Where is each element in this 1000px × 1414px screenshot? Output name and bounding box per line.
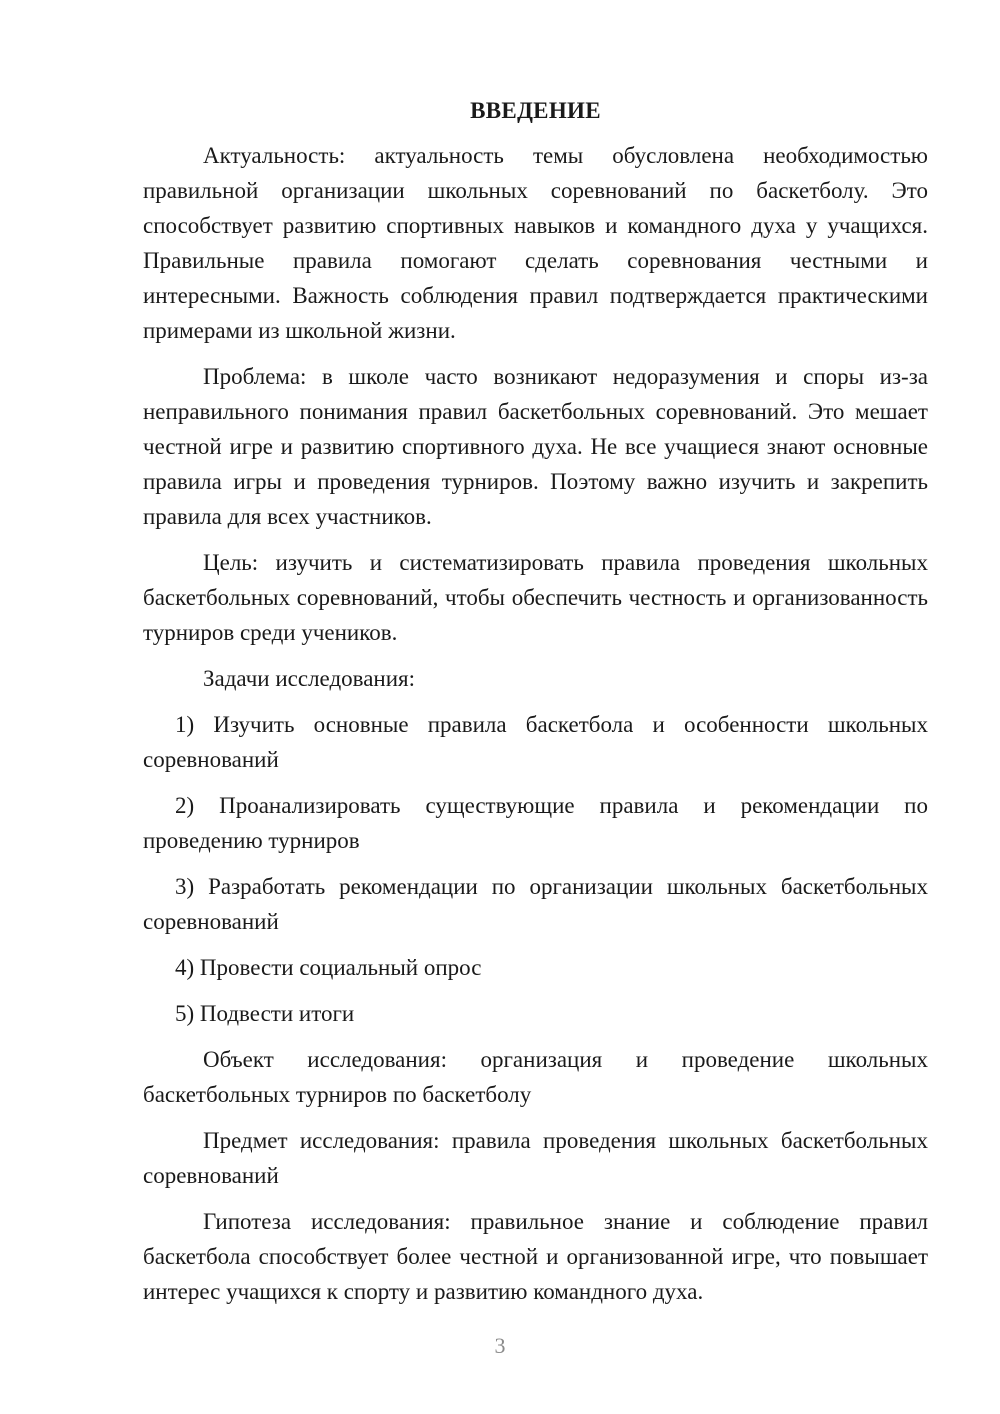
object-paragraph: Объект исследования: организация и проведение школьных баскетбольных турниров по баскетболу bbox=[143, 1047, 928, 1107]
goal-paragraph: Цель: изучить и систематизировать правила проведения школьных баскетбольных соревнований, чтобы обеспечить честность и организованность турниров среди учеников. bbox=[143, 550, 928, 645]
subject-paragraph: Предмет исследования: правила проведения школьных баскетбольных соревнований bbox=[143, 1128, 928, 1188]
task-item-4: 4) Провести социальный опрос bbox=[175, 955, 482, 980]
tasks-heading: Задачи исследования: bbox=[203, 666, 416, 691]
task-item-2: 2) Проанализировать существующие правила и рекомендации по проведению турниров bbox=[143, 793, 928, 853]
problem-paragraph: Проблема: в школе часто возникают недоразумения и споры из-за неправильного понимания правил баскетбольных соревнований. Это мешает честной игре и развитию спортивного духа. Не все учащиеся знают основные правила игры и проведения турниров. Поэтому важно изучить и закрепить правила для всех участников. bbox=[143, 364, 928, 529]
page-content bbox=[143, 96, 928, 1320]
task-item-5: 5) Подвести итоги bbox=[175, 1001, 355, 1026]
task-item-3: 3) Разработать рекомендации по организации школьных баскетбольных соревнований bbox=[143, 874, 928, 934]
relevance-paragraph: Актуальность: актуальность темы обусловлена необходимостью правильной организации школьных соревнований по баскетболу. Это способствует развитию спортивных навыков и командного духа у учащихся. Правильные правила помогают сделать соревнования честными и интересными. Важность соблюдения правил подтверждается практическими примерами из школьной жизни. bbox=[143, 143, 928, 343]
page-number: 3 bbox=[494, 1333, 506, 1358]
section-title: ВВЕДЕНИЕ bbox=[470, 98, 601, 123]
hypothesis-paragraph: Гипотеза исследования: правильное знание и соблюдение правил баскетбола способствует более честной и организованной игре, что повышает интерес учащихся к спорту и развитию командного духа. bbox=[143, 1209, 928, 1304]
task-item-1: 1) Изучить основные правила баскетбола и особенности школьных соревнований bbox=[143, 712, 928, 772]
